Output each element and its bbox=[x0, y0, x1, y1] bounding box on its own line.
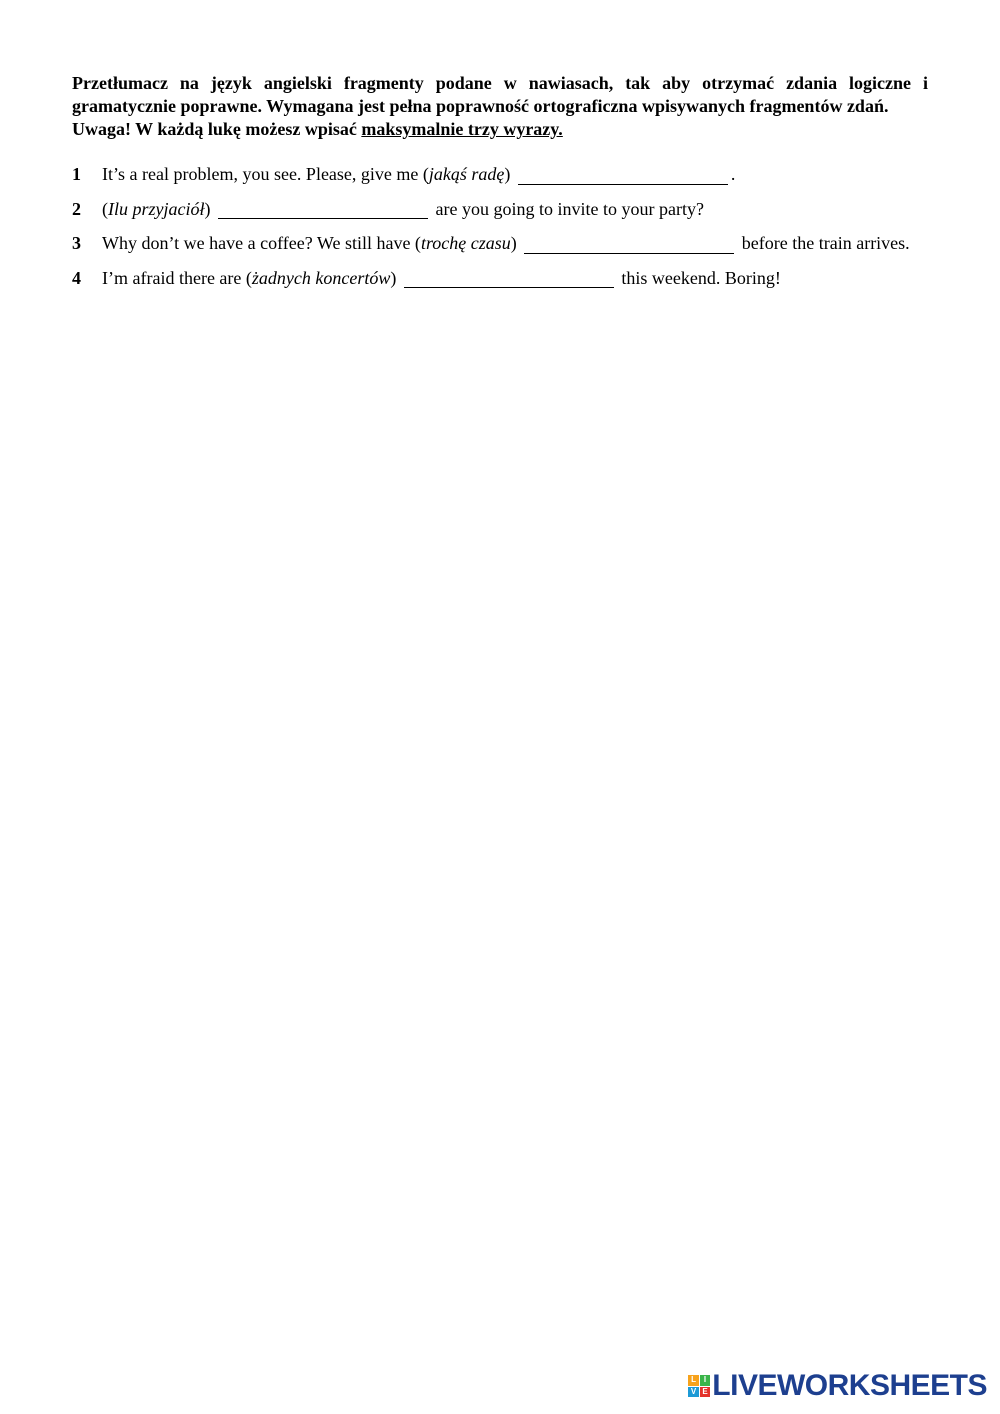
item-number: 2 bbox=[72, 198, 81, 219]
item-text-before: I’m afraid there are ( bbox=[102, 267, 252, 288]
item-hint: trochę czasu bbox=[420, 233, 511, 253]
item-text-after-gap: . bbox=[730, 164, 736, 184]
item-hint: żadnych koncertów bbox=[251, 267, 391, 288]
answer-gap-4[interactable] bbox=[404, 269, 614, 288]
item-text-before: It’s a real problem, you see. Please, give me ( bbox=[102, 164, 429, 184]
exercise-item-1 bbox=[72, 157, 928, 192]
answer-gap-2[interactable] bbox=[218, 200, 428, 219]
item-text-before: ( bbox=[102, 198, 108, 219]
item-text-after-gap: this weekend. Boring! bbox=[616, 267, 781, 288]
liveworksheets-logo[interactable] bbox=[688, 1371, 987, 1401]
answer-gap-3[interactable] bbox=[524, 235, 734, 254]
worksheet bbox=[72, 72, 928, 295]
item-hint: Ilu przyjaciół bbox=[108, 198, 205, 219]
item-number: 4 bbox=[72, 267, 81, 288]
exercise-list bbox=[72, 157, 928, 295]
logo-mark-icon bbox=[688, 1375, 710, 1397]
uwaga-note bbox=[72, 118, 928, 141]
item-text-after-gap: are you going to invite to your party? bbox=[431, 198, 704, 219]
item-text-after-hint: ) bbox=[510, 233, 517, 253]
item-number: 3 bbox=[72, 233, 81, 253]
item-text-after-hint: ) bbox=[504, 164, 511, 184]
uwaga-underlined: maksymalnie trzy wyrazy. bbox=[361, 119, 563, 139]
item-hint: jakąś radę bbox=[428, 164, 505, 184]
exercise-item-3 bbox=[72, 226, 928, 261]
logo-text: LIVEWORKSHEETS bbox=[712, 1369, 987, 1402]
exercise-item-2 bbox=[72, 192, 928, 227]
item-number: 1 bbox=[72, 164, 81, 184]
item-text-before: Why don’t we have a coffee? We still have ( bbox=[102, 233, 421, 253]
uwaga-prefix: Uwaga! W każdą lukę możesz wpisać bbox=[72, 119, 362, 139]
instructions bbox=[72, 72, 928, 141]
logo-mark-letter: I bbox=[700, 1375, 711, 1386]
answer-gap-1[interactable] bbox=[518, 166, 728, 185]
logo-mark-letter: E bbox=[700, 1387, 711, 1398]
logo-mark-letter: L bbox=[688, 1375, 699, 1386]
logo-mark-letter: V bbox=[688, 1387, 699, 1398]
exercise-item-4 bbox=[72, 261, 928, 296]
item-text-after-hint: ) bbox=[390, 267, 397, 288]
item-text-after-hint: ) bbox=[204, 198, 211, 219]
instructions-paragraph: Przetłumacz na język angielski fragmenty podane w nawiasach, tak aby otrzymać zdania logiczne i gramatycznie poprawne. Wymagana jest pełna poprawność ortograficzna wpisywanych fragmentów zdań. bbox=[72, 73, 928, 116]
item-text-after-gap: before the train arrives. bbox=[737, 233, 910, 253]
